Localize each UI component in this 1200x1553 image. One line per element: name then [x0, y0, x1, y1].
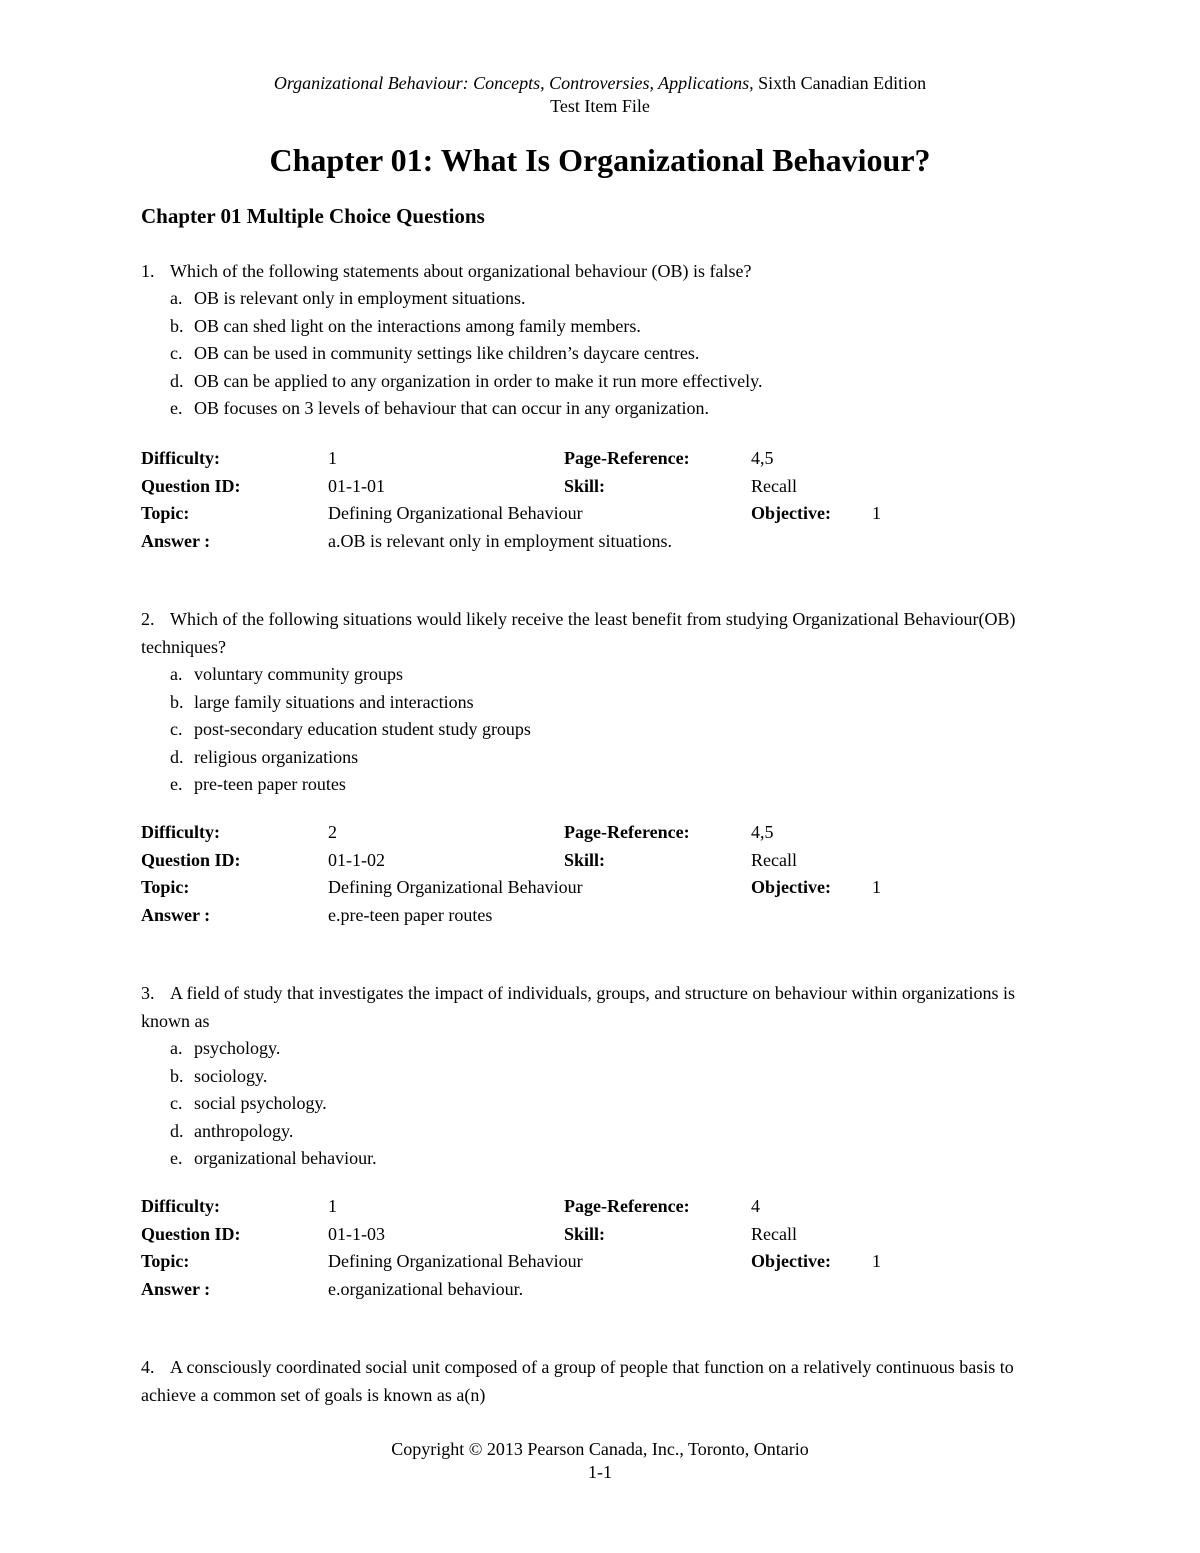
question-number: 3.	[141, 983, 155, 1003]
answer-options	[141, 661, 1041, 799]
meta-row	[141, 1221, 1041, 1249]
difficulty-value: 1	[328, 448, 337, 468]
option-e: e. OB focuses on 3 levels of behaviour that can occur in any organization.	[170, 398, 710, 418]
option-b: b. large family situations and interactions	[170, 691, 474, 712]
topic-value: Defining Organizational Behaviour	[328, 1251, 583, 1271]
objective-label: Objective:	[751, 1251, 831, 1271]
topic-label: Topic:	[141, 877, 190, 897]
answer-label: Answer :	[141, 530, 211, 551]
page-reference-value: 4	[751, 1196, 760, 1216]
option-a: a. voluntary community groups	[170, 664, 403, 684]
question-stem	[141, 1353, 1041, 1409]
option-e: e. organizational behaviour.	[170, 1148, 377, 1168]
question-id-label: Question ID:	[141, 475, 241, 496]
question-2	[141, 605, 1041, 799]
option-a: a. psychology.	[170, 1038, 281, 1058]
meta-row	[141, 1193, 1041, 1221]
skill-value: Recall	[751, 1223, 797, 1244]
question-3	[141, 979, 1041, 1173]
question-number: 4.	[141, 1357, 155, 1377]
difficulty-label: Difficulty:	[141, 448, 220, 468]
meta-row	[141, 819, 1041, 847]
page-reference-label: Page-Reference:	[564, 822, 690, 842]
question-number: 2.	[141, 609, 155, 629]
option-d: d. anthropology.	[170, 1120, 294, 1141]
book-title: Organizational Behaviour: Concepts, Controversies, Applications,	[273, 73, 754, 93]
topic-label: Topic:	[141, 1251, 190, 1271]
answer-value: e.organizational behaviour.	[328, 1278, 524, 1299]
difficulty-label: Difficulty:	[141, 1196, 220, 1216]
question-id-label: Question ID:	[141, 1223, 241, 1244]
answer-label: Answer :	[141, 1278, 211, 1299]
question-id-value: 01-1-02	[328, 849, 385, 870]
meta-row	[141, 902, 1041, 930]
question-text: A consciously coordinated social unit composed of a group of people that function on a relatively continuous basis to achieve a common set of goals is known as a(n)	[141, 1357, 1014, 1405]
option-e: e. pre-teen paper routes	[170, 774, 346, 794]
meta-row	[141, 473, 1041, 501]
question-1-metadata	[141, 445, 1041, 555]
topic-value: Defining Organizational Behaviour	[328, 877, 583, 897]
option-b: b. sociology.	[170, 1065, 268, 1086]
objective-value: 1	[872, 503, 881, 523]
question-1	[141, 257, 1041, 423]
running-header	[0, 72, 1200, 94]
meta-row	[141, 528, 1041, 556]
answer-label: Answer :	[141, 904, 211, 925]
meta-row	[141, 874, 1041, 902]
answer-options	[141, 1035, 1041, 1173]
answer-value: a.OB is relevant only in employment situations.	[328, 530, 672, 551]
skill-label: Skill:	[564, 475, 606, 496]
skill-value: Recall	[751, 475, 797, 496]
difficulty-label: Difficulty:	[141, 822, 220, 842]
question-text: Which of the following statements about organizational behaviour (OB) is false?	[170, 261, 752, 281]
question-stem	[141, 605, 1041, 661]
question-4	[141, 1353, 1041, 1409]
answer-options	[141, 285, 1041, 423]
question-3-metadata	[141, 1193, 1041, 1303]
objective-label: Objective:	[751, 503, 831, 523]
topic-value: Defining Organizational Behaviour	[328, 503, 583, 523]
meta-row	[141, 847, 1041, 875]
page-number: 1-1	[588, 1462, 612, 1482]
page-reference-label: Page-Reference:	[564, 448, 690, 468]
option-c: c. post-secondary education student study groups	[170, 719, 531, 739]
meta-row	[141, 1248, 1041, 1276]
question-stem	[141, 979, 1041, 1035]
meta-row	[141, 500, 1041, 528]
meta-row	[141, 445, 1041, 473]
option-d: d. OB can be applied to any organization in order to make it run more effectively.	[170, 370, 763, 391]
option-a: a. OB is relevant only in employment situations.	[170, 288, 526, 308]
question-text: Which of the following situations would likely receive the least benefit from studying Organizational Behaviour(OB) techniques?	[141, 609, 1016, 657]
difficulty-value: 1	[328, 1196, 337, 1216]
meta-row	[141, 1276, 1041, 1304]
running-header-subtitle: Test Item File	[550, 96, 650, 116]
objective-value: 1	[872, 877, 881, 897]
section-title: Chapter 01 Multiple Choice Questions	[141, 204, 485, 228]
page-reference-value: 4,5	[751, 822, 774, 842]
question-number: 1.	[141, 261, 155, 281]
page-reference-value: 4,5	[751, 448, 774, 468]
chapter-title: Chapter 01: What Is Organizational Behaviour?	[269, 142, 931, 178]
option-c: c. OB can be used in community settings like children’s daycare centres.	[170, 343, 700, 363]
skill-label: Skill:	[564, 1223, 606, 1244]
question-text: A field of study that investigates the impact of individuals, groups, and structure on behaviour within organizations is known as	[141, 983, 1016, 1031]
page-reference-label: Page-Reference:	[564, 1196, 690, 1216]
question-id-value: 01-1-03	[328, 1223, 385, 1244]
edition: Sixth Canadian Edition	[753, 73, 927, 93]
objective-value: 1	[872, 1251, 881, 1271]
objective-label: Objective:	[751, 877, 831, 897]
difficulty-value: 2	[328, 822, 337, 842]
option-b: b. OB can shed light on the interactions among family members.	[170, 315, 641, 336]
question-2-metadata	[141, 819, 1041, 929]
copyright-footer: Copyright © 2013 Pearson Canada, Inc., Toronto, Ontario	[391, 1439, 809, 1459]
question-id-label: Question ID:	[141, 849, 241, 870]
question-id-value: 01-1-01	[328, 475, 385, 496]
question-stem	[141, 257, 1041, 285]
option-c: c. social psychology.	[170, 1093, 327, 1113]
answer-value: e.pre-teen paper routes	[328, 904, 493, 925]
topic-label: Topic:	[141, 503, 190, 523]
skill-value: Recall	[751, 849, 797, 870]
skill-label: Skill:	[564, 849, 606, 870]
option-d: d. religious organizations	[170, 746, 359, 767]
